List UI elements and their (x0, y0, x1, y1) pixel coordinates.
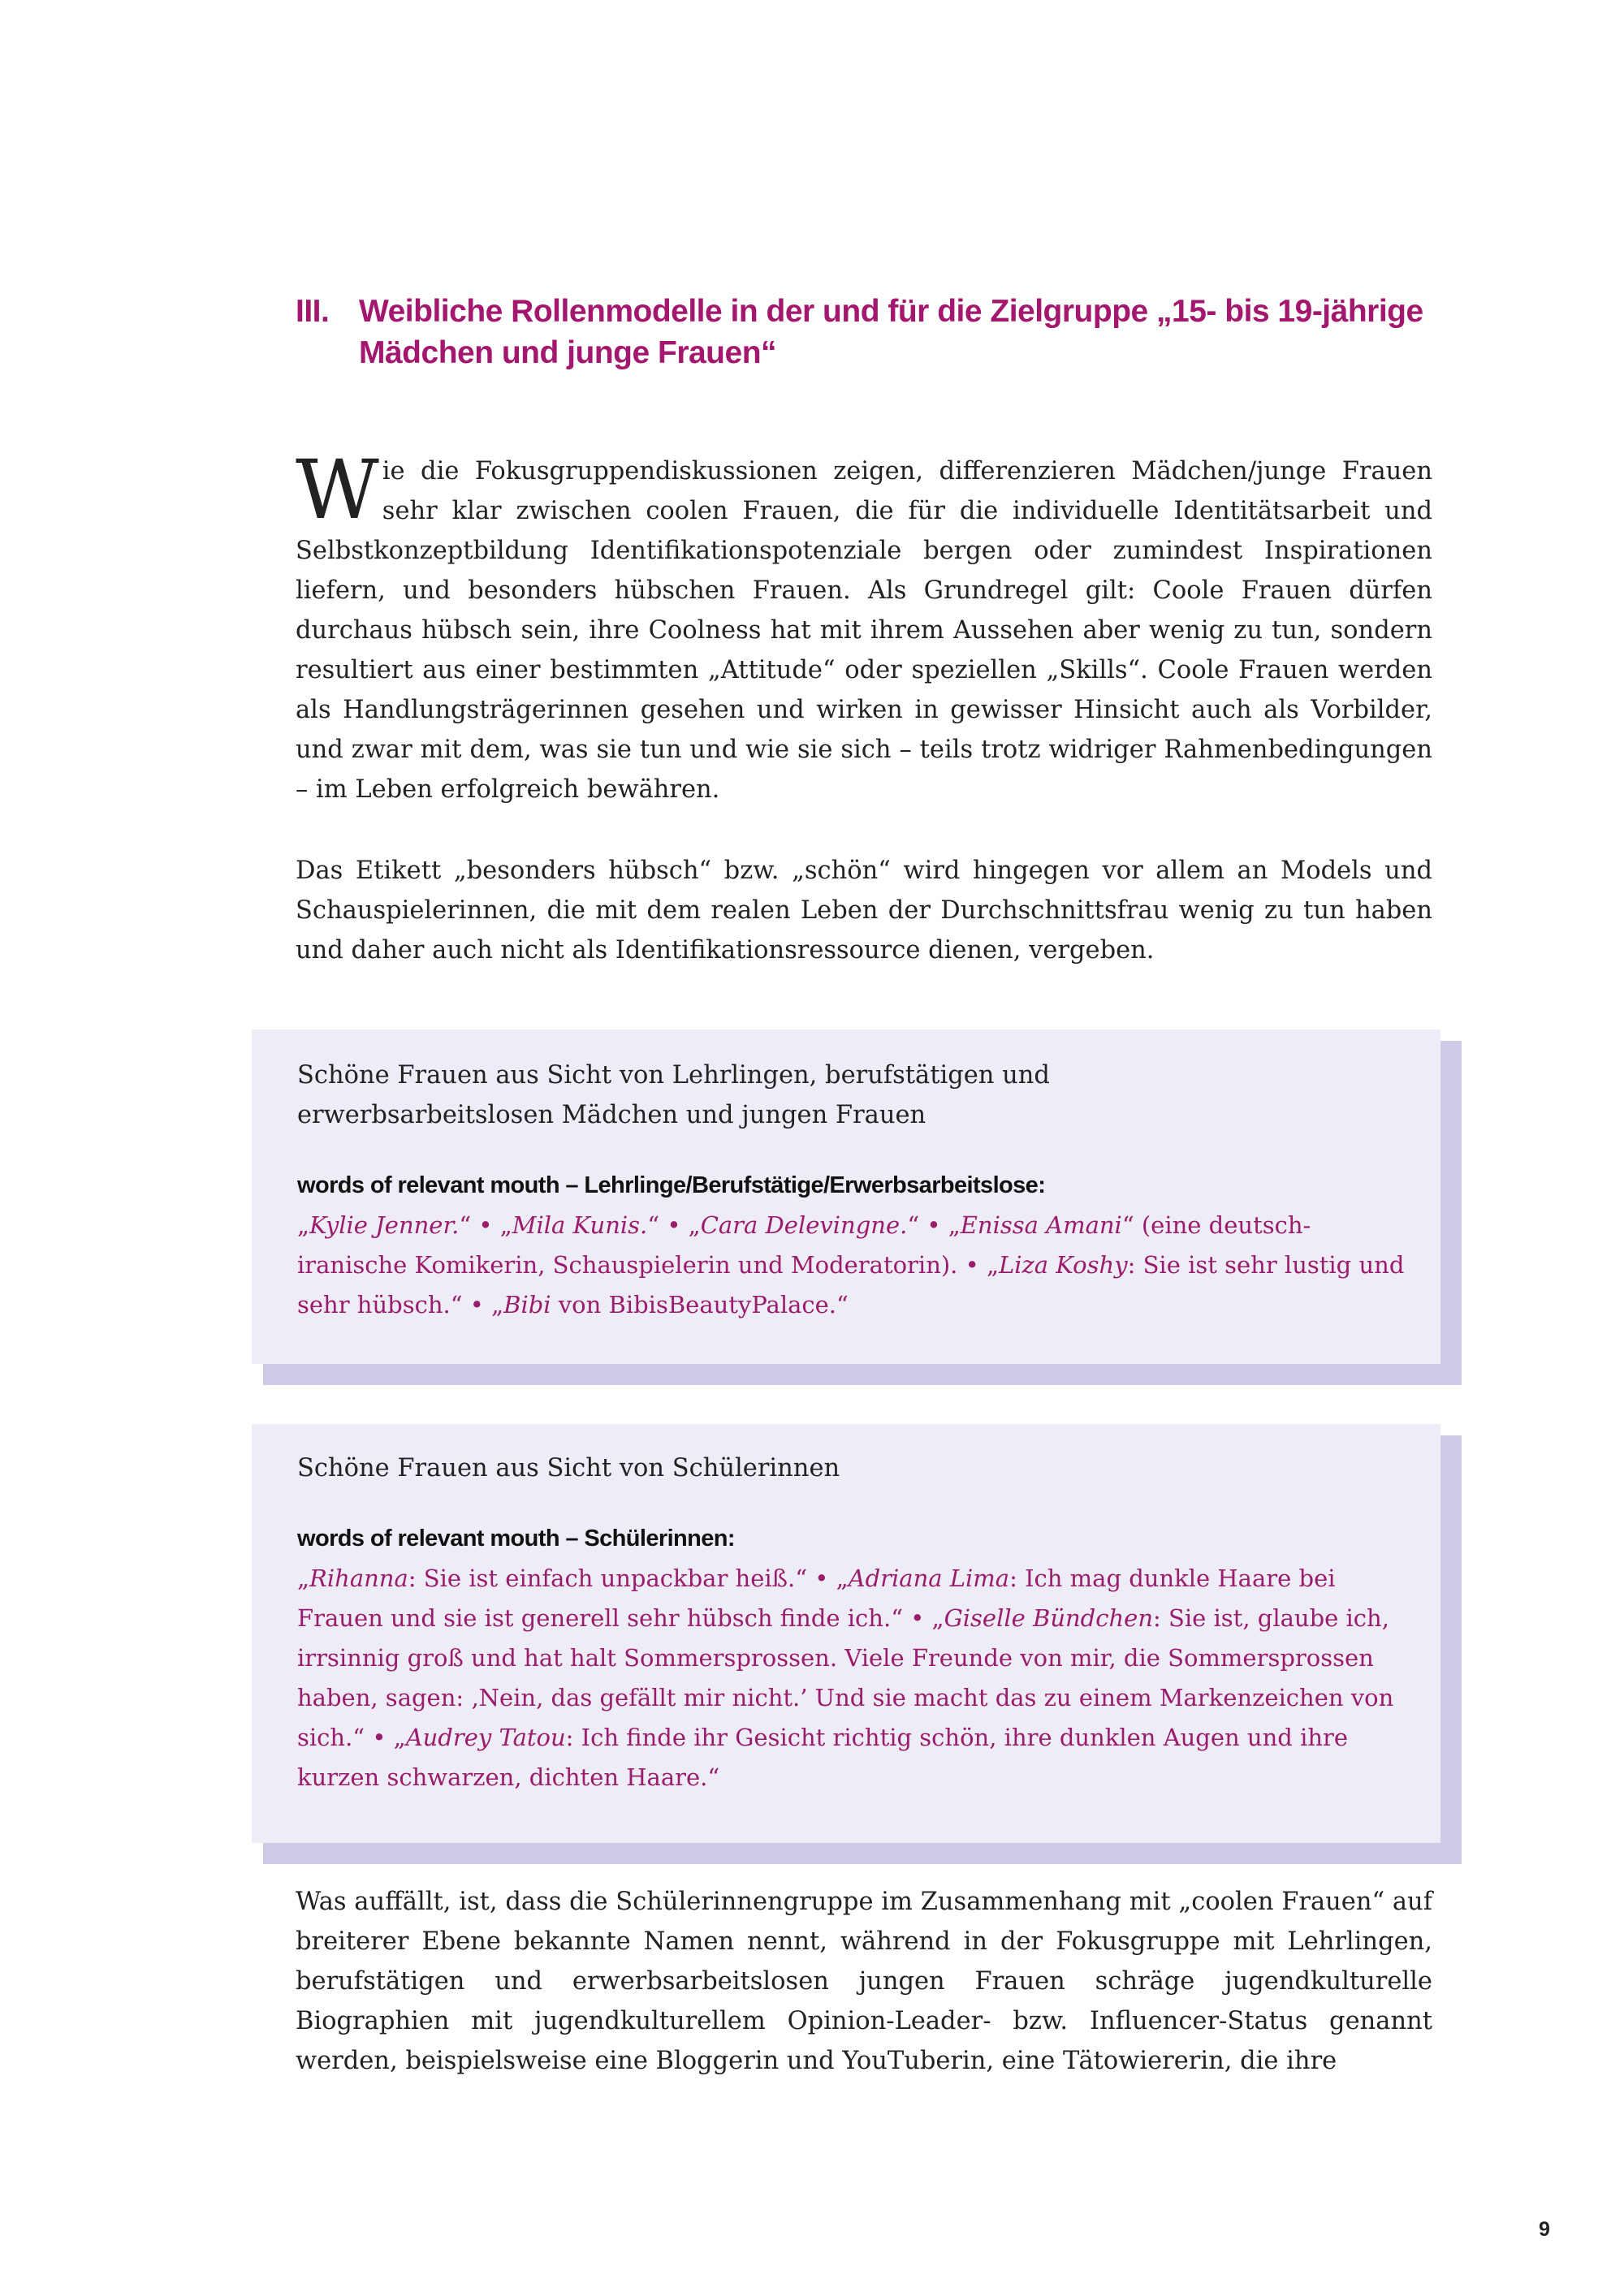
quote-box-1-quotes (297, 1206, 1418, 1325)
quote-text: “ (eine deutsch-iranische Komikerin, Schauspielerin und Moderatorin). • „ (297, 1211, 1311, 1279)
quote-separator: “ • „ (907, 1211, 961, 1239)
quote-box-2-quotes (297, 1559, 1418, 1798)
closing-paragraph: Was auffällt, ist, dass die Schülerinnengruppe im Zusammenhang mit „coolen Frauen“ auf breiterer Ebene bekannte Namen nennt, während in der Fokusgruppe mit Lehrlingen, berufstätigen und erwerbsarbeitslosen jungen Frauen schräge jugendkulturelle Biographien mit jugendkulturellem Opinion-Leader- bzw. Influencer-Status genannt werden, beispielsweise eine Bloggerin und YouTuberin, eine Tätowiererin, die ihre (296, 1888, 1432, 2075)
quoted-name: Liza Koshy (998, 1251, 1128, 1279)
quote-box-1-title-line2: erwerbsarbeitslosen Mädchen und jungen Frauen (297, 1101, 926, 1129)
quote-box-1-title-line1: Schöne Frauen aus Sicht von Lehrlingen, berufstätigen und (297, 1061, 1050, 1090)
quoted-name: Kylie Jenner. (309, 1211, 460, 1239)
intro-paragraph-text: ie die Fokusgruppendiskussionen zeigen, differenzieren Mädchen/junge Frauen sehr klar zwischen coolen Frauen, die für die individuelle Identitätsarbeit und Selbstkonzeptbildung Identifikationspotenziale bergen oder zumindest Inspirationen liefern, und besonders hübschen Frauen. Als Grundregel gilt: Coole Frauen dürfen durchaus hübsch sein, ihre Coolness hat mit ihrem Aussehen aber wenig zu tun, sondern resultiert aus einer bestimmten „Attitude“ oder speziellen „Skills“. Coole Frauen werden als Handlungsträgerinnen gesehen und wirken in gewisser Hinsicht auch als Vorbilder, und zwar mit dem, was sie tun und wie sie sich – teils trotz widriger Rahmenbedingungen – im Leben erfolgreich bewähren. (296, 457, 1432, 804)
quote-text: : Sie ist einfach unpackbar heiß.“ • „ (408, 1564, 849, 1592)
quote-mark: „ (297, 1211, 310, 1239)
quote-box-2-label: words of relevant mouth – Schülerinnen: (297, 1526, 735, 1552)
drop-cap: W (296, 442, 379, 537)
quoted-name: Mila Kunis. (512, 1211, 648, 1239)
quote-text: : Sie ist sehr lustig und sehr hübsch.“ • „ (297, 1251, 1405, 1318)
quote-text: : Ich mag dunkle Haare bei Frauen und sie ist generell sehr hübsch finde ich.“ • „ (297, 1564, 1336, 1632)
quoted-name: Bibi (503, 1291, 551, 1318)
quote-text: : Sie ist, glaube ich, irrsinnig groß und hat halt Sommersprossen. Viele Freunde von mir, die Sommersprossen haben, sagen: ‚Nein, das gefällt mir nicht.’ Und sie macht das zu einem Markenzeichen von sich.“ • „ (297, 1604, 1394, 1751)
page-number: 9 (1539, 2218, 1550, 2241)
quote-box-1-title (297, 1055, 1418, 1135)
section-title: Weibliche Rollenmodelle in der und für die Zielgruppe „15- bis 19-jährige Mädchen und junge Frauen“ (359, 294, 1423, 370)
quoted-name: Adriana Lima (848, 1564, 1010, 1592)
intro-paragraph (296, 442, 1432, 809)
quote-mark: „ (297, 1564, 310, 1592)
quote-box-1-label: words of relevant mouth – Lehrlinge/Berufstätige/Erwerbsarbeitslose: (297, 1172, 1046, 1198)
section-heading (296, 291, 1432, 373)
quote-separator: “ • „ (647, 1211, 701, 1239)
quote-box-2 (252, 1424, 1440, 1843)
quoted-name: Cara Delevingne. (700, 1211, 908, 1239)
second-paragraph: Das Etikett „besonders hübsch“ bzw. „schön“ wird hingegen vor allem an Models und Schauspielerinnen, die mit dem realen Leben der Durchschnittsfrau wenig zu tun haben und daher auch nicht als Identifikationsressource dienen, vergeben. (296, 857, 1432, 965)
section-number: III. (296, 294, 330, 329)
quote-separator: “ • „ (459, 1211, 512, 1239)
quote-text: : Ich finde ihr Gesicht richtig schön, ihre dunklen Augen und ihre kurzen schwarzen, dichten Haare.“ (297, 1724, 1349, 1791)
quote-box-1 (252, 1029, 1440, 1364)
quoted-name: Giselle Bündchen (944, 1604, 1153, 1632)
quoted-name: Audrey Tatou (405, 1724, 566, 1751)
quote-box-2-title: Schöne Frauen aus Sicht von Schülerinnen (297, 1454, 840, 1482)
quoted-name: Rihanna (309, 1564, 408, 1592)
quote-text: von BibisBeautyPalace.“ (551, 1291, 849, 1318)
quoted-name: Enissa Amani (960, 1211, 1122, 1239)
